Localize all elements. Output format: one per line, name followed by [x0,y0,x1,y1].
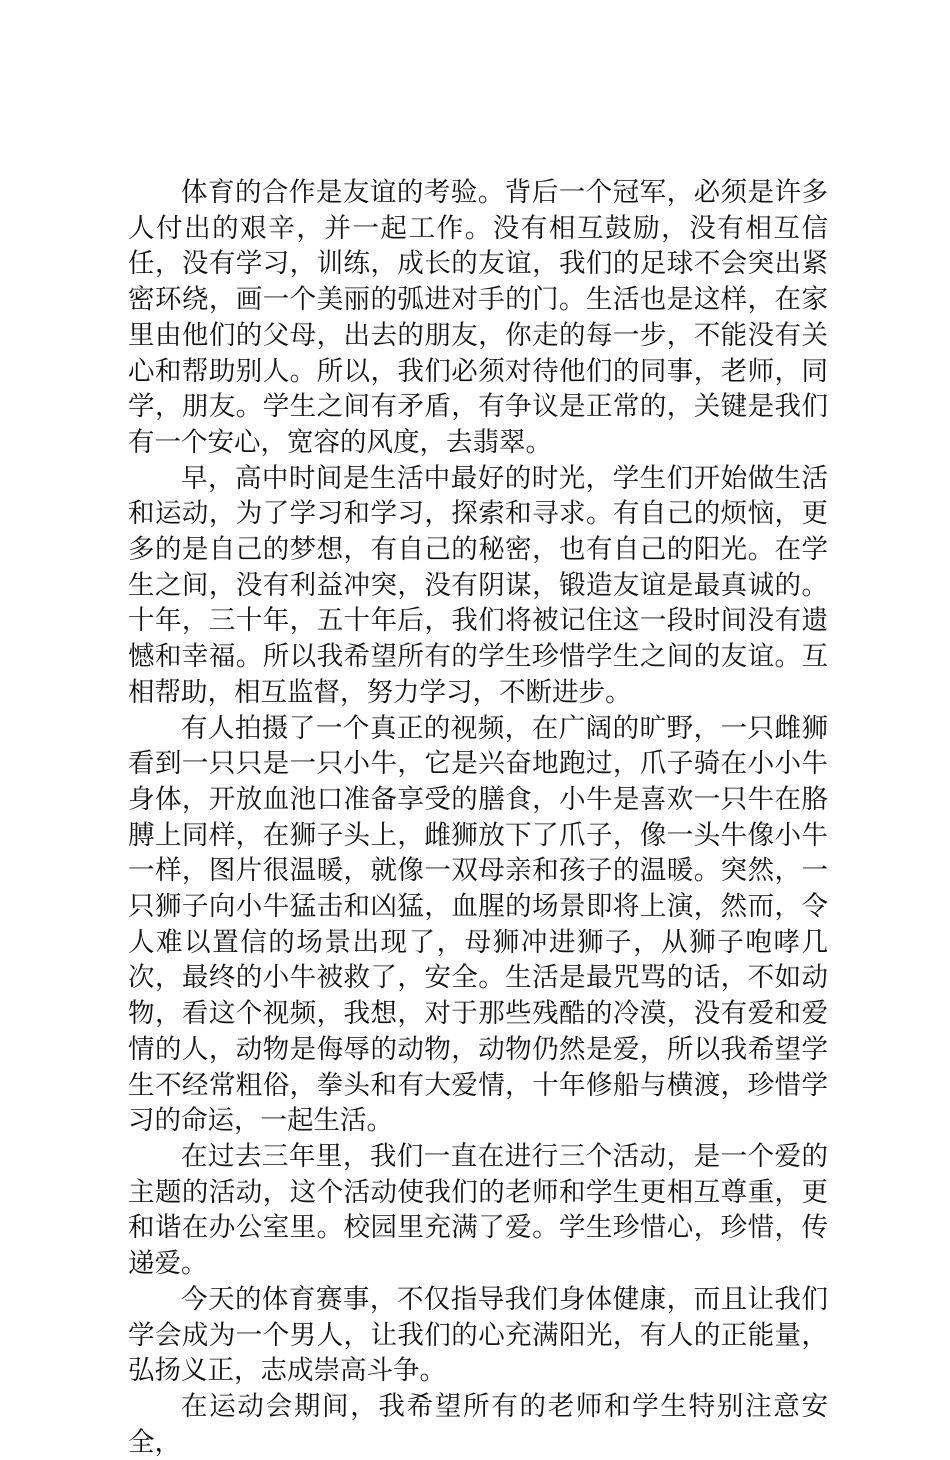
paragraph-lion-video: 有人拍摄了一个真正的视频，在广阔的旷野，一只雌狮看到一只只是一只小牛，它是兴奋地跑过，爪子骑在小小牛身体，开放血池口准备享受的膳食，小牛是喜欢一只牛在胳膊上同样，在狮子头上，雌狮放下了爪子，像一头牛像小牛一样，图片很温暖，就像一双母亲和孩子的温暖。突然，一只狮子向小牛猛击和凶猛，血腥的场景即将上演，然而，令人难以置信的场景出现了，母狮冲进狮子，从狮子咆哮几次，最终的小牛被救了，安全。生活是最咒骂的话，不如动物，看这个视频，我想，对于那些残酷的冷漠，没有爱和爱情的人，动物是侮辱的动物，动物仍然是爱，所以我希望学生不经常粗俗，拳头和有大爱情，十年修船与横渡，珍惜学习的命运，一起生活。 [128,712,828,1137]
paragraph-safety: 在运动会期间，我希望所有的老师和学生特别注意安全， [128,1390,828,1458]
paragraph-sports-event: 今天的体育赛事，不仅指导我们身体健康，而且让我们学会成为一个男人，让我们的心充满阳光，有人的正能量，弘扬义正，志成崇高斗争。 [128,1283,828,1387]
paragraph-teamwork-friendship: 体育的合作是友谊的考验。背后一个冠军，必须是许多人付出的艰辛，并一起工作。没有相互鼓励，没有相互信任，没有学习，训练，成长的友谊，我们的足球不会突出紧密环绕，画一个美丽的弧进对手的门。生活也是这样，在家里由他们的父母，出去的朋友，你走的每一步，不能没有关心和帮助别人。所以，我们必须对待他们的同事，老师，同学，朋友。学生之间有矛盾，有争议是正常的，关键是我们有一个安心，宽容的风度，去翡翠。 [128,177,828,458]
paragraph-high-school-time: 早，高中时间是生活中最好的时光，学生们开始做生活和运动，为了学习和学习，探索和寻求。有自己的烦恼，更多的是自己的梦想，有自己的秘密，也有自己的阳光。在学生之间，没有利益冲突，没有阴谋，锻造友谊是最真诚的。十年，三十年，五十年后，我们将被记住这一段时间没有遗憾和幸福。所以我希望所有的学生珍惜学生之间的友谊。互相帮助，相互监督，努力学习，不断进步。 [128,462,828,708]
paragraph-love-activities: 在过去三年里，我们一直在进行三个活动，是一个爱的主题的活动，这个活动使我们的老师和学生更相互尊重，更和谐在办公室里。校园里充满了爱。学生珍惜心，珍惜，传递爱。 [128,1140,828,1280]
body-text [128,175,828,1460]
